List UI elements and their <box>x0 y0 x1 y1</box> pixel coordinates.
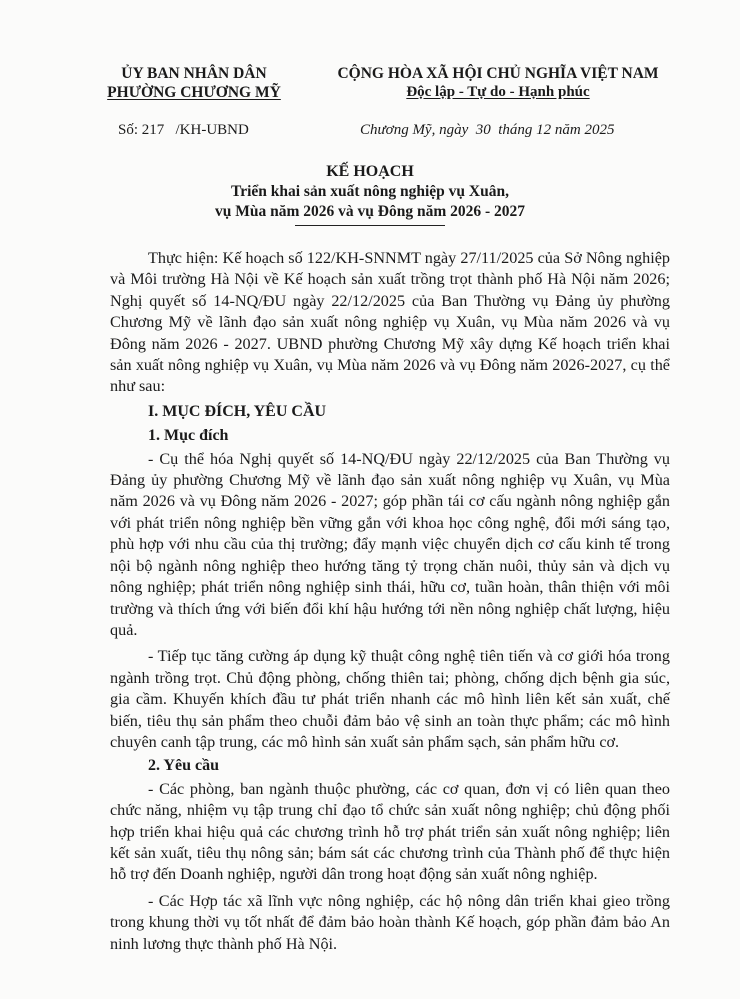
nation-line-1: CỘNG HÒA XÃ HỘI CHỦ NGHĨA VIỆT NAM <box>337 65 659 82</box>
subsection-1-heading: 1. Mục đích <box>148 427 229 445</box>
title-line-1: KẾ HOẠCH <box>326 163 414 180</box>
purpose-paragraph-1: - Cụ thể hóa Nghị quyết số 14-NQ/ĐU ngày 22/12/2025 của Ban Thường vụ Đảng ủy phường Chương Mỹ về lãnh đạo sản xuất nông nghiệp vụ Xuân, vụ Mùa năm 2026 và vụ Đông năm 2026 - 2027; góp phần tái cơ cấu ngành nông nghiệp gắn với phát triển nông nghiệp bền vững gắn với khoa học công nghệ, đổi mới sáng tạo, phù hợp với nhu cầu của thị trường; đẩy mạnh việc chuyển dịch cơ cấu kinh tế trong nội bộ ngành nông nghiệp theo hướng tăng tỷ trọng chăn nuôi, thủy sản và dịch vụ nông nghiệp; phát triển nông nghiệp sinh thái, hữu cơ, tuần hoàn, thân thiện với môi trường và thích ứng với biến đổi khí hậu hướng tới nền nông nghiệp chất lượng, hiệu quả. <box>110 449 670 639</box>
agency-line-1: ỦY BAN NHÂN DÂN <box>121 65 267 82</box>
requirement-paragraph-2: - Các Hợp tác xã lĩnh vực nông nghiệp, các hộ nông dân triển khai gieo trồng trong khung thời vụ tốt nhất để đảm bảo hoàn thành Kế hoạch, góp phần đảm bảo An ninh lương thực thành phố Hà Nội. <box>110 891 670 953</box>
intro-paragraph: Thực hiện: Kế hoạch số 122/KH-SNNMT ngày 27/11/2025 của Sở Nông nghiệp và Môi trường Hà Nội về Kế hoạch sản xuất trồng trọt thành phố Hà Nội năm 2026; Nghị quyết số 14-NQ/ĐU ngày 22/12/2025 của Ban Thường vụ Đảng ủy phường Chương Mỹ về lãnh đạo sản xuất nông nghiệp vụ Xuân, vụ Mùa năm 2026 và vụ Đông năm 2026 - 2027. UBND phường Chương Mỹ xây dựng Kế hoạch triển khai sản xuất nông nghiệp vụ Xuân, vụ Mùa năm 2026 và vụ Đông năm 2026-2027, cụ thể như sau: <box>110 249 670 396</box>
section-1-heading: I. MỤC ĐÍCH, YÊU CẦU <box>148 402 327 420</box>
document-body <box>110 248 670 955</box>
document-number: Số: 217 /KH-UBND <box>118 122 249 138</box>
title-line-3: vụ Mùa năm 2026 và vụ Đông năm 2026 - 2027 <box>214 203 526 220</box>
title-underline <box>295 225 445 226</box>
national-motto: Độc lập - Tự do - Hạnh phúc <box>406 84 590 100</box>
issuing-agency <box>84 64 304 102</box>
subsection-2-heading: 2. Yêu cầu <box>148 757 219 775</box>
document-date: Chương Mỹ, ngày 30 tháng 12 năm 2025 <box>360 122 615 138</box>
purpose-paragraph-2: - Tiếp tục tăng cường áp dụng kỹ thuật công nghệ tiên tiến và cơ giới hóa trong ngành trồng trọt. Chủ động phòng, chống thiên tai; phòng, chống dịch bệnh gia súc, gia cầm. Khuyến khích đầu tư phát triển nhanh các mô hình liên kết sản xuất, chế biến, tiêu thụ sản phẩm theo chuỗi đảm bảo vệ sinh an toàn thực phẩm; các mô hình chuyên canh tập trung, các mô hình sản xuất sản phẩm sạch, sản phẩm hữu cơ. <box>110 647 670 751</box>
title-line-2: Triển khai sản xuất nông nghiệp vụ Xuân, <box>231 183 509 200</box>
agency-line-2: PHƯỜNG CHƯƠNG MỸ <box>107 84 281 101</box>
national-header <box>318 64 678 102</box>
document-title <box>150 162 590 226</box>
requirement-paragraph-1: - Các phòng, ban ngành thuộc phường, các cơ quan, đơn vị có liên quan theo chức năng, nhiệm vụ tập trung chỉ đạo tổ chức sản xuất nông nghiệp; chủ động phối hợp triển khai hiệu quả các chương trình hỗ trợ phát triển sản xuất nông nghiệp; liên kết sản xuất, tiêu thụ nông sản; bám sát các chương trình của Thành phố để thực hiện hỗ trợ đến Doanh nghiệp, người dân trong hoạt động sản xuất nông nghiệp. <box>110 779 670 884</box>
